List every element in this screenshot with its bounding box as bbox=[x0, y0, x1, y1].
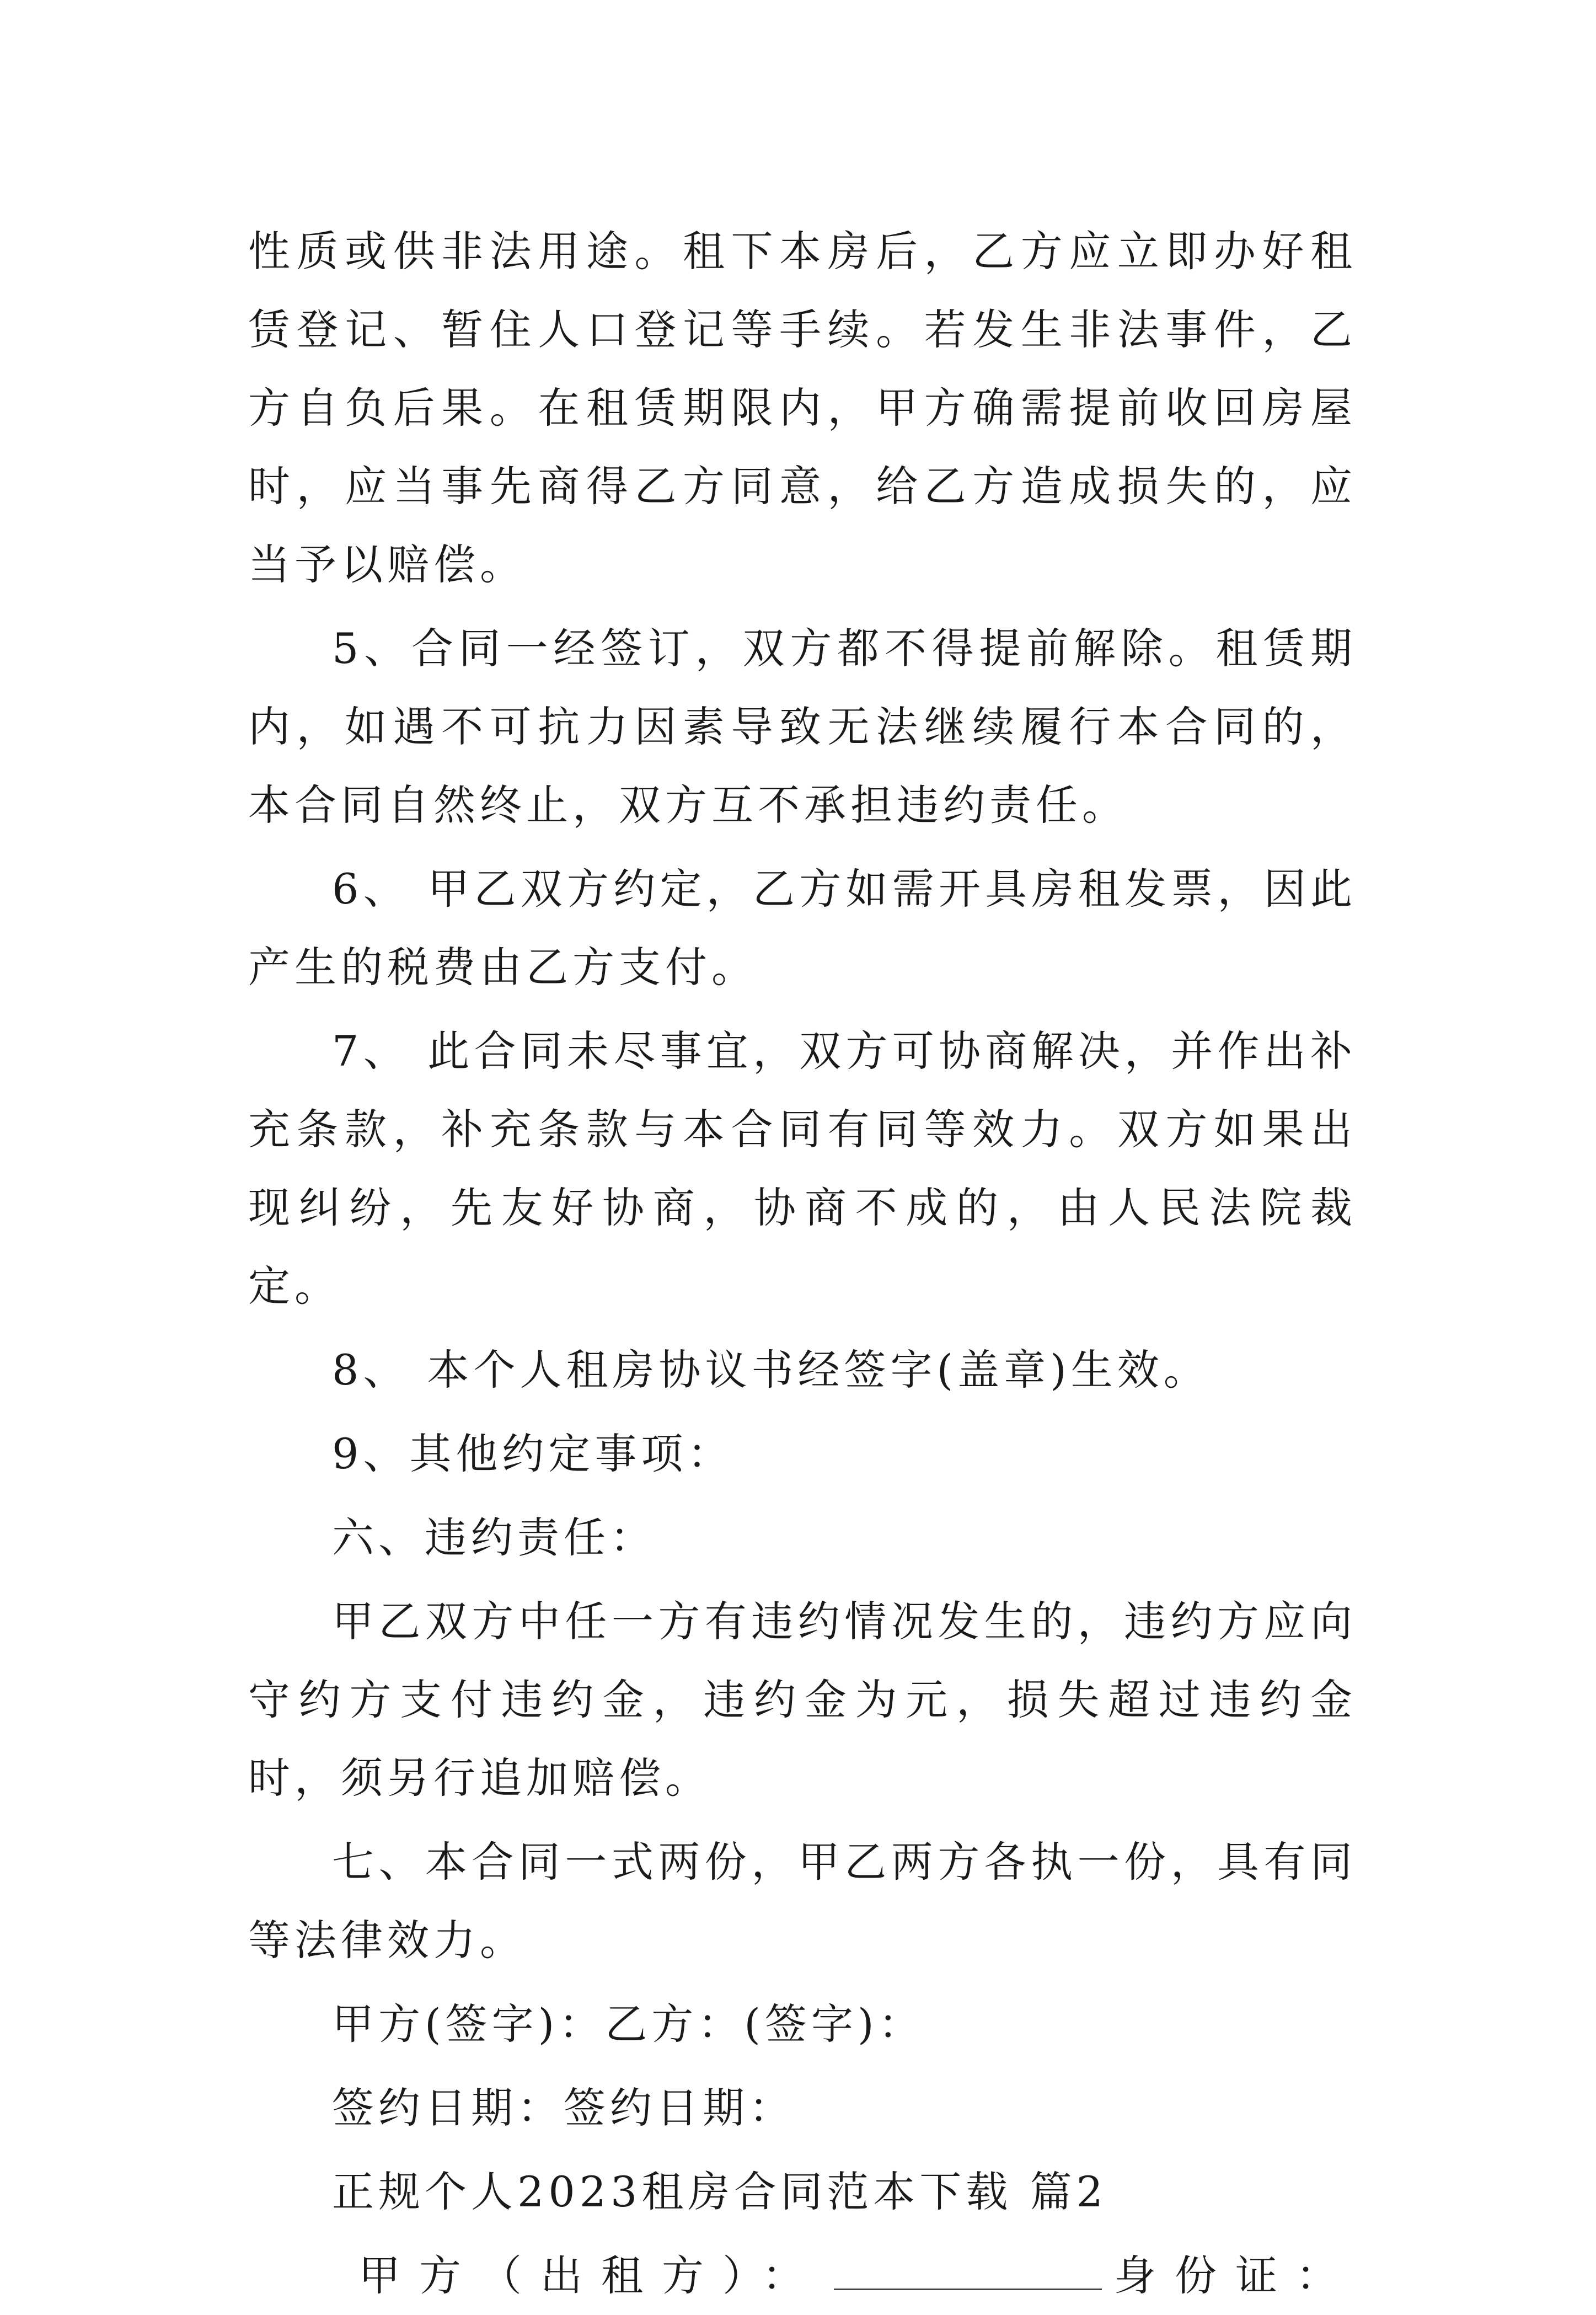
paragraph-clause-7: 7、 此合同未尽事宜，双方可协商解决，并作出补充条款，补充条款与本合同有同等效力。双方如果出现纠纷，先友好协商，协商不成的，由人民法院裁定。 bbox=[248, 1026, 1357, 1311]
paragraph-clause-9: 9、其他约定事项： bbox=[332, 1429, 734, 1478]
party-a-blank-field bbox=[834, 2266, 1102, 2290]
paragraph-clause-6: 6、 甲乙双方约定，乙方如需开具房租发票，因此产生的税费由乙方支付。 bbox=[248, 864, 1357, 992]
paragraph-clause-5: 5、合同一经签订，双方都不得提前解除。租赁期内，如遇不可抗力因素导致无法继续履行本合同的，本合同自然终止，双方互不承担违约责任。 bbox=[248, 624, 1357, 830]
document-page bbox=[248, 212, 1357, 2315]
signature-line: 甲方(签字)：乙方：(签字)： bbox=[332, 1999, 925, 2049]
id-card-label: 身份证： bbox=[1114, 2251, 1357, 2300]
signing-date-line: 签约日期：签约日期： bbox=[332, 2083, 795, 2132]
party-a-line bbox=[248, 2237, 1357, 2315]
party-a-label: 甲方（出租方）： bbox=[358, 2251, 823, 2300]
document-section-title: 正规个人2023租房合同范本下载 篇2 bbox=[332, 2167, 1107, 2216]
paragraph-breach-liability: 甲乙双方中任一方有违约情况发生的，违约方应向守约方支付违约金，违约金为元，损失超过违约金时，须另行追加赔偿。 bbox=[248, 1597, 1357, 1803]
paragraph-clause-4-continued: 性质或供非法用途。租下本房后，乙方应立即办好租赁登记、暂住人口登记等手续。若发生非法事件，乙方自负后果。在租赁期限内，甲方确需提前收回房屋时，应当事先商得乙方同意，给乙方造成损失的，应当予以赔偿。 bbox=[248, 227, 1357, 589]
paragraph-clause-8: 8、 本个人租房协议书经签字(盖章)生效。 bbox=[332, 1345, 1210, 1394]
paragraph-copies: 七、本合同一式两份，甲乙两方各执一份，具有同等法律效力。 bbox=[248, 1837, 1357, 1965]
section-heading-breach: 六、违约责任： bbox=[332, 1513, 656, 1562]
